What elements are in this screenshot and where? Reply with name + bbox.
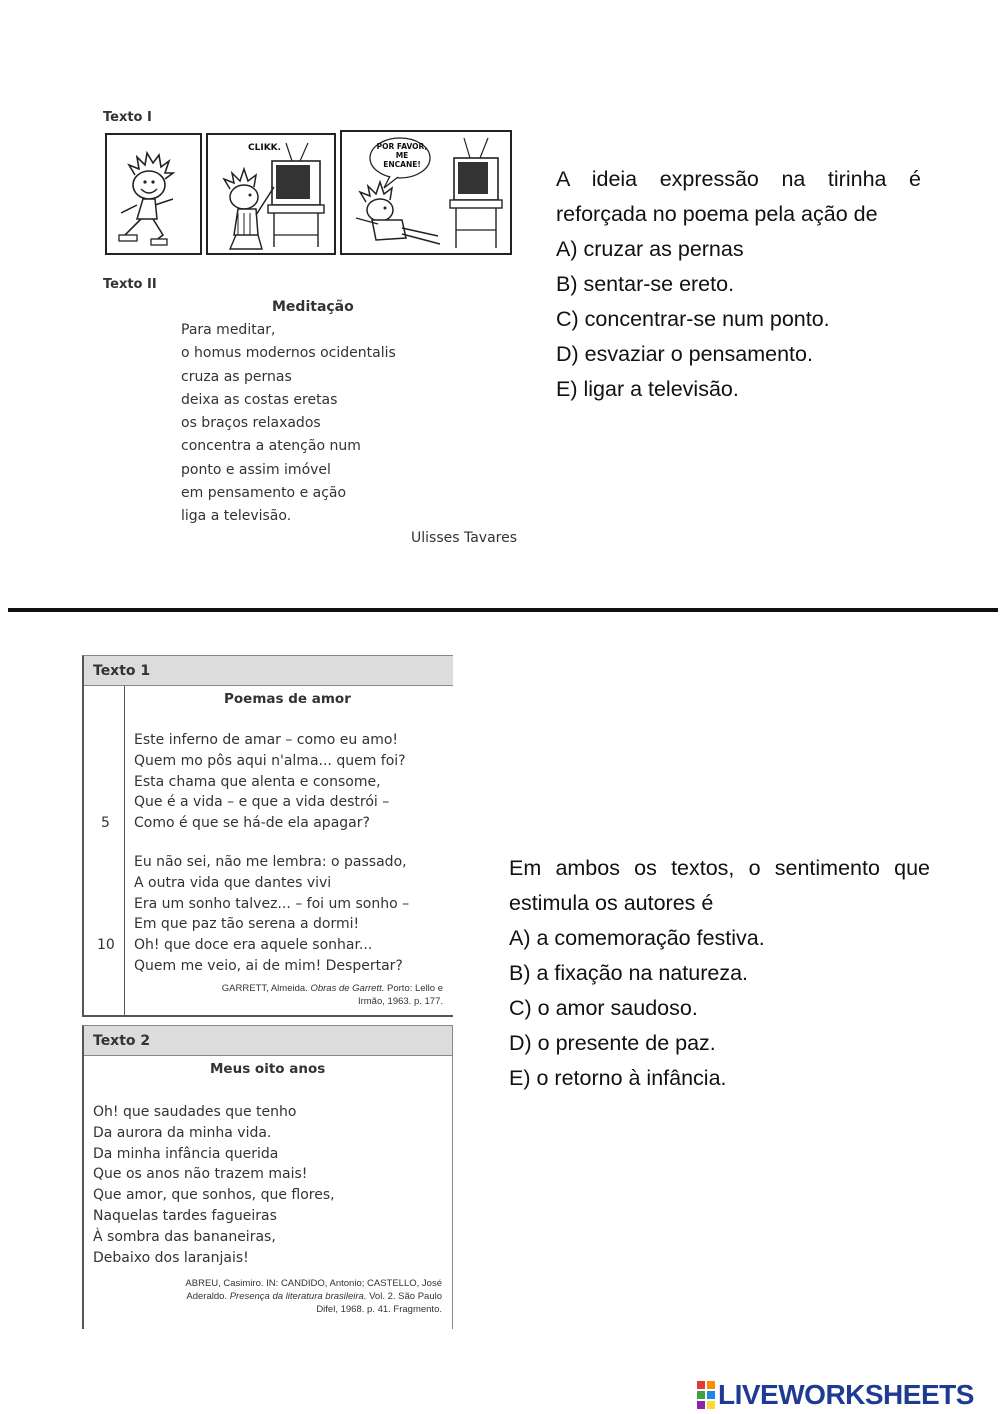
poemas-de-amor-stanza-1 [134, 730, 406, 834]
section-divider [8, 608, 998, 612]
question-1-option-a[interactable]: A) cruzar as pernas [556, 237, 744, 261]
logo-square [707, 1391, 715, 1399]
poem-line: ponto e assim imóvel [181, 461, 331, 478]
poem-line: Em que paz tão serena a dormi! [134, 916, 360, 933]
poem-line: cruza as pernas [181, 368, 292, 385]
logo-square [697, 1401, 705, 1409]
calvin-tv-illustration [208, 135, 334, 253]
poem-line: os braços relaxados [181, 415, 321, 432]
poem-line: Que os anos não trazem mais! [93, 1166, 308, 1183]
texto-2-header [84, 1026, 452, 1056]
question-2-option-a[interactable]: A) a comemoração festiva. [509, 926, 765, 950]
question-2 [509, 851, 930, 1096]
poem-line: Da aurora da minha vida. [93, 1124, 272, 1141]
poem-title-meditacao: Meditação [272, 299, 354, 315]
poem-line: Debaixo dos laranjais! [93, 1249, 249, 1266]
texto-i-label: Texto I [103, 110, 152, 125]
comic-panel-3 [340, 130, 512, 255]
poem-line: À sombra das bananeiras, [93, 1228, 276, 1245]
poem-line: concentra a atenção num [181, 438, 361, 455]
texto-1-citation: GARRETT, Almeida. Obras de Garrett. Porto: Lello e Irmão, 1963. p. 177. [221, 983, 443, 1007]
line-number-5: 5 [101, 815, 110, 831]
meus-oito-anos-body [93, 1102, 335, 1268]
poemas-de-amor-stanza-2 [134, 852, 409, 977]
logo-grid-icon [697, 1381, 715, 1409]
question-2-option-d[interactable]: D) o presente de paz. [509, 1031, 716, 1055]
texto-1-header [84, 656, 453, 686]
poem-author: Ulisses Tavares [411, 530, 518, 546]
comic-speech-bubble-text: POR FAVOR, ME ENCANE! [376, 142, 428, 169]
question-2-stem: Em ambos os textos, o sentimento que estimula os autores é [509, 856, 930, 915]
question-1-option-d[interactable]: D) esvaziar o pensamento. [556, 342, 813, 366]
question-2-option-b[interactable]: B) a fixação na natureza. [509, 961, 749, 985]
poem-line: Eu não sei, não me lembra: o passado, [134, 854, 407, 870]
poem-line: Oh! que saudades que tenho [93, 1104, 297, 1120]
texto-1-box [82, 655, 453, 1017]
poem-line: Que amor, que sonhos, que flores, [93, 1187, 335, 1204]
texto-ii-label: Texto II [103, 277, 157, 292]
poem-line: Oh! que doce era aquele sonhar... [134, 937, 373, 954]
poem-line: Esta chama que alenta e consome, [134, 773, 381, 790]
logo-text: LIVEWORKSHEETS [718, 1379, 974, 1410]
logo-square [697, 1381, 705, 1389]
question-2-option-e[interactable]: E) o retorno à infância. [509, 1066, 727, 1090]
liveworksheets-logo[interactable] [697, 1380, 974, 1410]
comic-sound-text: CLIKK. [248, 143, 282, 153]
texto-2-label: Texto 2 [93, 1033, 151, 1049]
poem-line: Como é que se há-de ela apagar? [134, 815, 370, 832]
question-1-stem: A ideia expressão na tirinha é reforçada no poema pela ação de [556, 167, 921, 226]
poem-line: Era um sonho talvez... – foi um sonho – [134, 895, 410, 912]
poem-line: em pensamento e ação [181, 485, 347, 502]
calvin-running-illustration [107, 135, 200, 253]
texto-2-box [82, 1025, 453, 1329]
comic-panel-2 [206, 133, 336, 255]
poem-line: Da minha infância querida [93, 1145, 279, 1162]
comic-panel-1 [105, 133, 202, 255]
poem-line: Naquelas tardes fagueiras [93, 1207, 277, 1224]
line-number-10: 10 [97, 937, 115, 953]
poem-line: Para meditar, [181, 322, 276, 338]
question-1-option-c[interactable]: C) concentrar-se num ponto. [556, 307, 830, 331]
line-number-divider [124, 686, 125, 1016]
texto-1-label: Texto 1 [93, 663, 151, 679]
poem-line: liga a televisão. [181, 508, 292, 525]
poem-meditacao-body [181, 319, 396, 529]
poem-line: Quem mo pôs aqui n'alma... quem foi? [134, 752, 406, 769]
texto-2-citation: ABREU, Casimiro. IN: CANDIDO, Antonio; CASTELLO, José Aderaldo. Presença da literatura brasileira. Vol. 2. São Paulo Difel, 1968. p. 41. Fragmento. [185, 1278, 442, 1315]
logo-square [707, 1381, 715, 1389]
question-1 [556, 162, 921, 407]
question-1-option-e[interactable]: E) ligar a televisão. [556, 377, 739, 401]
question-1-option-b[interactable]: B) sentar-se ereto. [556, 272, 735, 296]
poemas-de-amor-title: Poemas de amor [224, 691, 351, 707]
poem-line: Este inferno de amar – como eu amo! [134, 732, 399, 748]
poem-line: Quem me veio, ai de mim! Despertar? [134, 957, 403, 974]
logo-square [707, 1401, 715, 1409]
meus-oito-anos-title: Meus oito anos [210, 1061, 326, 1077]
logo-square [697, 1391, 705, 1399]
poem-line: o homus modernos ocidentalis [181, 345, 396, 362]
poem-line: Que é a vida – e que a vida destrói – [134, 794, 390, 811]
poem-line: A outra vida que dantes vivi [134, 874, 332, 891]
question-2-option-c[interactable]: C) o amor saudoso. [509, 996, 698, 1020]
poem-line: deixa as costas eretas [181, 391, 338, 408]
